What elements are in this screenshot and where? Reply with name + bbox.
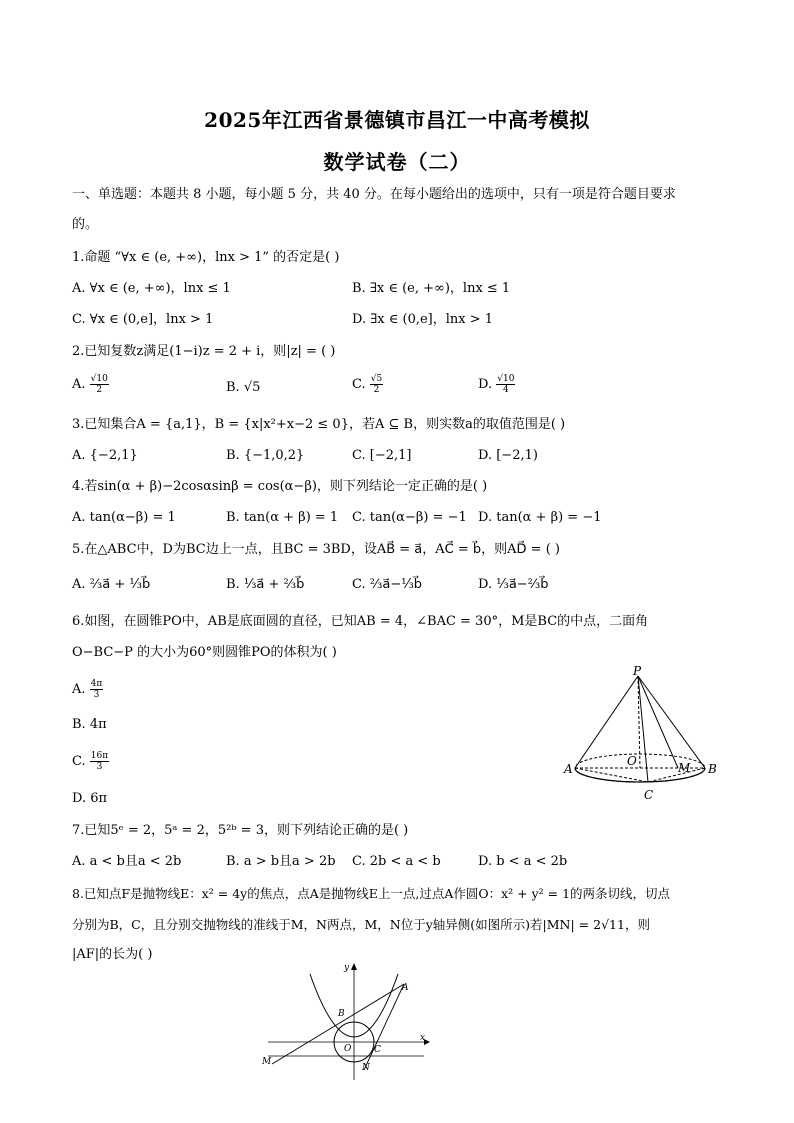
q5-option-a: A. ⅔a⃗ + ⅓b⃗	[72, 577, 151, 592]
q2-stem: 2.已知复数z满足(1−i)z = 2 + i，则|z| = ( )	[72, 344, 336, 359]
q2-c-den: 2	[373, 385, 380, 395]
q4-option-d: D. tan(α + β) = −1	[478, 510, 602, 525]
q2-a-den: 2	[96, 385, 103, 395]
q2-option-d-fraction	[496, 374, 515, 395]
cone-label-b: B	[708, 762, 717, 776]
fig-label-o: O	[344, 1044, 352, 1054]
y-axis-arrow	[351, 963, 357, 970]
q2-option-c-fraction	[370, 374, 383, 395]
q2-option-d	[478, 374, 515, 395]
q5-option-d: D. ⅓a⃗−⅔b⃗	[478, 577, 549, 592]
cone-ac	[575, 768, 648, 782]
q2-option-d-label: D.	[478, 377, 493, 392]
q7-option-c: C. 2b < a < b	[352, 854, 441, 869]
q2-d-num: √10	[497, 374, 515, 384]
exam-title: 2025年江西省景德镇市昌江一中高考模拟	[204, 108, 590, 132]
cone-label-a: A	[564, 762, 573, 776]
tangent-ac-line	[364, 984, 404, 1070]
q4-stem: 4.若sin(α + β)−2cosαsinβ = cos(α−β)，则下列结论一定正确的是( )	[72, 479, 488, 494]
q3-stem: 3.已知集合A = {a,1}，B = {x|x²+x−2 ≤ 0}，若A ⊆ B，则实数a的取值范围是( )	[72, 417, 566, 432]
q7-stem: 7.已知5ᵉ = 2，5ᵃ = 2，5²ᵇ = 3，则下列结论正确的是( )	[72, 823, 409, 838]
section-instruction-cont: 的。	[72, 217, 99, 232]
fig-label-b: B	[338, 1009, 345, 1019]
q6-stem-line2: O−BC−P 的大小为60°则圆锥PO的体积为( )	[72, 645, 337, 660]
q1-option-d: D. ∃x ∈ (0,e]，lnx > 1	[352, 312, 494, 327]
q7-option-a: A. a < b且a < 2b	[72, 854, 182, 869]
q6-c-den: 3	[96, 762, 103, 772]
q4-option-c: C. tan(α−β) = −1	[352, 510, 467, 525]
q2-option-b: B. √5	[226, 380, 261, 395]
q7-option-b: B. a > b且a > 2b	[226, 854, 336, 869]
q2-option-a	[72, 374, 109, 395]
q6-option-c-fraction	[90, 751, 109, 772]
fig-label-y: y	[344, 963, 350, 973]
q6-option-c-label: C.	[72, 754, 86, 769]
parabola-figure	[258, 960, 438, 1085]
q4-option-b: B. tan(α + β) = 1	[226, 510, 339, 525]
q6-option-c	[72, 751, 109, 772]
q8-stem-line3: |AF|的长为( )	[72, 947, 153, 962]
q8-stem-line1: 8.已知点F是抛物线E：x² = 4y的焦点，点A是抛物线E上一点,过点A作圆O：x² + y² = 1的两条切线，切点	[72, 886, 671, 901]
q6-option-d: D. 6π	[72, 791, 108, 806]
exam-subtitle: 数学试卷（二）	[323, 150, 471, 174]
cone-label-p: P	[633, 664, 642, 678]
q5-option-b: B. ⅓a⃗ + ⅔b⃗	[226, 577, 305, 592]
q6-option-a-label: A.	[72, 682, 86, 697]
q5-option-c: C. ⅔a⃗−⅓b⃗	[352, 577, 423, 592]
q6-c-num: 16π	[90, 751, 109, 761]
q2-option-c	[352, 374, 383, 395]
q3-option-d: D. [−2,1)	[478, 448, 538, 463]
q6-a-num: 4π	[90, 679, 103, 689]
q1-option-b: B. ∃x ∈ (e, +∞)，lnx ≤ 1	[352, 281, 511, 296]
q1-option-a: A. ∀x ∈ (e, +∞)，lnx ≤ 1	[72, 281, 231, 296]
tangent-ab-line	[272, 984, 404, 1064]
q1-option-c: C. ∀x ∈ (0,e]，lnx > 1	[72, 312, 214, 327]
section-instruction: 一、单选题：本题共 8 小题，每小题 5 分，共 40 分。在每小题给出的选项中，只有一项是符合题目要求	[72, 187, 676, 202]
q1-stem: 1.命题 “∀x ∈ (e, +∞)，lnx > 1” 的否定是( )	[72, 250, 340, 265]
q6-option-b: B. 4π	[72, 717, 107, 732]
q8-stem-line2: 分别为B，C，且分别交抛物线的准线于M，N两点，M，N位于y轴异侧(如图所示)若|MN| = 2√11，则	[72, 917, 650, 932]
q6-stem-line1: 6.如图，在圆锥PO中，AB是底面圆的直径，已知AB = 4，∠BAC = 30°，M是BC的中点，二面角	[72, 614, 649, 629]
q6-option-a	[72, 679, 103, 700]
q2-c-num: √5	[370, 374, 383, 384]
fig-label-a: A	[402, 983, 409, 993]
q5-stem: 5.在△ABC中，D为BC边上一点，且BC = 3BD，设AB⃗ = a⃗，AC⃗ = b⃗，则AD⃗ = ( )	[72, 542, 560, 557]
q3-option-c: C. [−2,1]	[352, 448, 412, 463]
q6-a-den: 3	[93, 690, 100, 700]
fig-label-c: C	[374, 1045, 381, 1055]
q2-d-den: 4	[502, 385, 509, 395]
q6-option-a-fraction	[90, 679, 104, 700]
q4-option-a: A. tan(α−β) = 1	[72, 510, 176, 525]
cone-label-c: C	[644, 788, 654, 802]
cone-figure	[560, 664, 730, 804]
q2-option-a-fraction	[90, 374, 109, 395]
q2-a-num: √10	[90, 374, 108, 384]
fig-label-m: M	[262, 1057, 272, 1067]
q2-option-a-label: A.	[72, 377, 86, 392]
fig-label-x: x	[420, 1033, 426, 1043]
fig-label-n: N	[362, 1063, 370, 1073]
q7-option-d: D. b < a < 2b	[478, 854, 568, 869]
q3-option-a: A. {−2,1}	[72, 448, 138, 463]
q2-option-c-label: C.	[352, 377, 366, 392]
cone-label-m: M	[678, 761, 691, 775]
cone-label-o: O	[627, 754, 637, 768]
q3-option-b: B. {−1,0,2}	[226, 448, 305, 463]
